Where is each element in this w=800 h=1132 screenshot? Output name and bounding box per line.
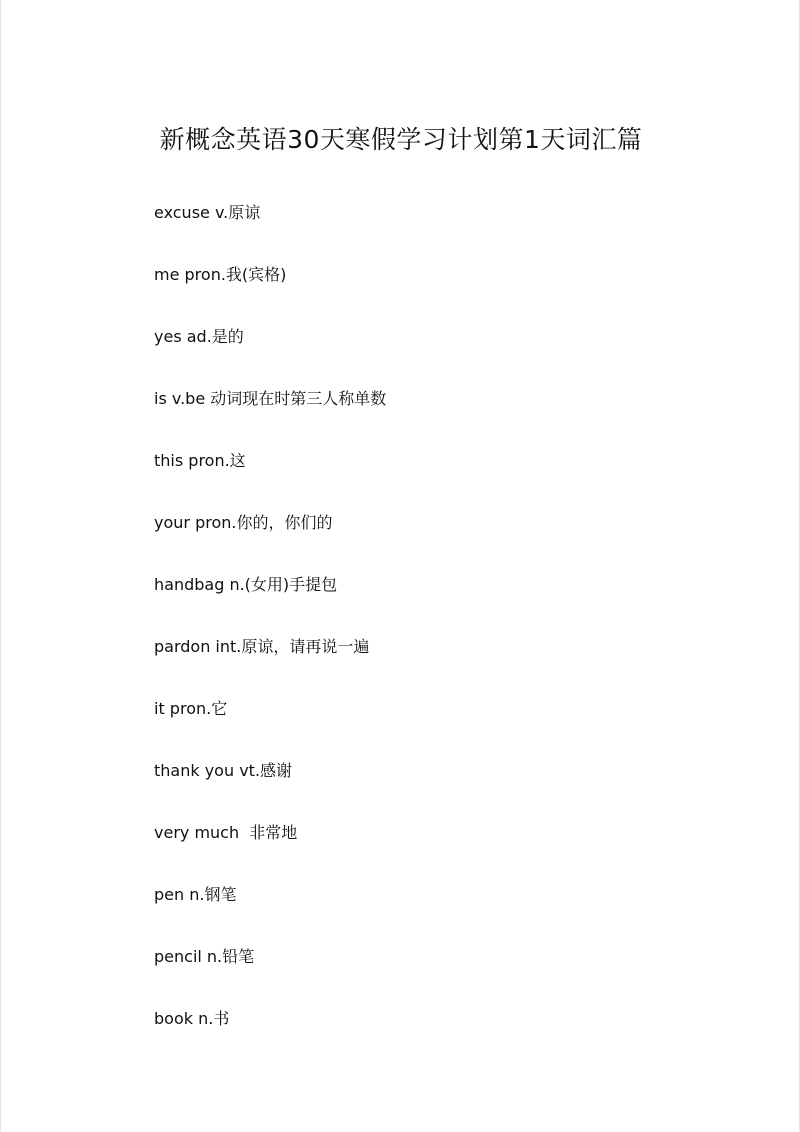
- vocab-entry-pen: pen n.钢笔: [154, 885, 237, 904]
- vocab-entry-me: me pron.我(宾格): [154, 265, 287, 284]
- vocab-entry-it: it pron.它: [154, 699, 228, 718]
- vocab-entry-very-much: very much 非常地: [154, 823, 298, 842]
- vocab-entry-thank-you: thank you vt.感谢: [154, 761, 293, 780]
- vocab-entry-your: your pron.你的，你们的: [154, 513, 333, 532]
- vocab-entry-book: book n.书: [154, 1009, 230, 1028]
- vocab-entry-excuse: excuse v.原谅: [154, 203, 261, 222]
- vocab-entry-pencil: pencil n.铅笔: [154, 947, 255, 966]
- document-title: 新概念英语30天寒假学习计划第1天词汇篇: [159, 125, 643, 154]
- vocab-entry-this: this pron.这: [154, 451, 246, 470]
- vocabulary-list: [154, 200, 386, 1068]
- vocab-entry-pardon: pardon int.原谅，请再说一遍: [154, 637, 370, 656]
- vocab-entry-handbag: handbag n.(女用)手提包: [154, 575, 338, 594]
- vocab-entry-yes: yes ad.是的: [154, 327, 244, 346]
- vocab-entry-is: is v.be 动词现在时第三人称单数: [154, 389, 387, 408]
